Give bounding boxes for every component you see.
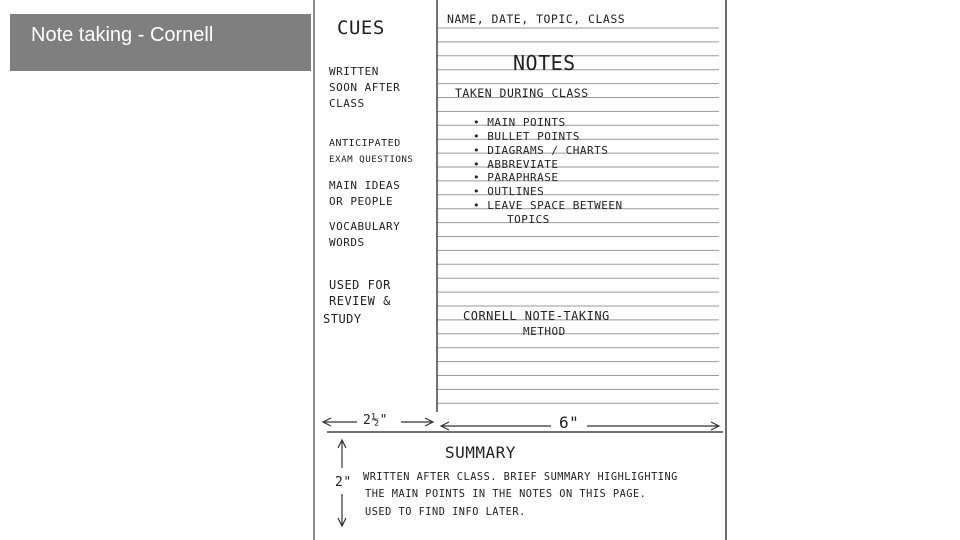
- cue-item-line: SOON AFTER: [329, 81, 401, 94]
- slide-title: Note taking - Cornell: [10, 14, 311, 71]
- ruled-lines: [437, 28, 719, 403]
- summary-heading: SUMMARY: [445, 443, 516, 462]
- method-title-line: METHOD: [523, 325, 566, 338]
- cue-item-line: ANTICIPATED: [329, 138, 401, 149]
- notes-bullet: • DIAGRAMS / CHARTS: [473, 144, 609, 157]
- cue-item-line: OR PEOPLE: [329, 195, 394, 208]
- notes-bullet: • BULLET POINTS: [473, 130, 580, 143]
- summary-line: WRITTEN AFTER CLASS. BRIEF SUMMARY HIGHLIGHTING: [363, 471, 678, 483]
- cornell-note-sheet: [313, 0, 727, 540]
- notes-bullet: • ABBREVIATE: [473, 158, 559, 171]
- cue-item-line: REVIEW &: [329, 294, 391, 308]
- header-line: NAME, DATE, TOPIC, CLASS: [447, 12, 626, 26]
- summary-line: THE MAIN POINTS IN THE NOTES ON THIS PAGE.: [365, 488, 647, 500]
- notes-bullet: • OUTLINES: [473, 185, 545, 198]
- notes-bullet: • MAIN POINTS: [473, 116, 566, 129]
- cue-item-line: VOCABULARY: [329, 220, 401, 233]
- cue-width-label: 2½": [363, 413, 388, 428]
- method-title-line: CORNELL NOTE-TAKING: [463, 309, 610, 323]
- cues-heading: CUES: [337, 17, 385, 39]
- cornell-diagram: [315, 0, 725, 540]
- summary-line: USED TO FIND INFO LATER.: [365, 506, 526, 518]
- notes-width-arrow: [441, 422, 719, 430]
- summary-height-label: 2": [335, 475, 352, 490]
- notes-width-label: 6": [559, 413, 580, 432]
- cue-item-line: EXAM QUESTIONS: [329, 154, 414, 165]
- cue-item-line: WORDS: [329, 236, 365, 249]
- notes-bullet: TOPICS: [507, 213, 550, 226]
- notes-subheading: TAKEN DURING CLASS: [455, 86, 589, 100]
- notes-bullet: • LEAVE SPACE BETWEEN: [473, 199, 623, 212]
- cue-item-line: CLASS: [329, 97, 365, 110]
- cue-item-line: MAIN IDEAS: [329, 179, 401, 192]
- cue-item-line: WRITTEN: [329, 65, 379, 78]
- notes-bullet: • PARAPHRASE: [473, 171, 559, 184]
- notes-heading: NOTES: [513, 51, 576, 75]
- cue-item-line: STUDY: [323, 312, 362, 326]
- cue-item-line: USED FOR: [329, 278, 391, 292]
